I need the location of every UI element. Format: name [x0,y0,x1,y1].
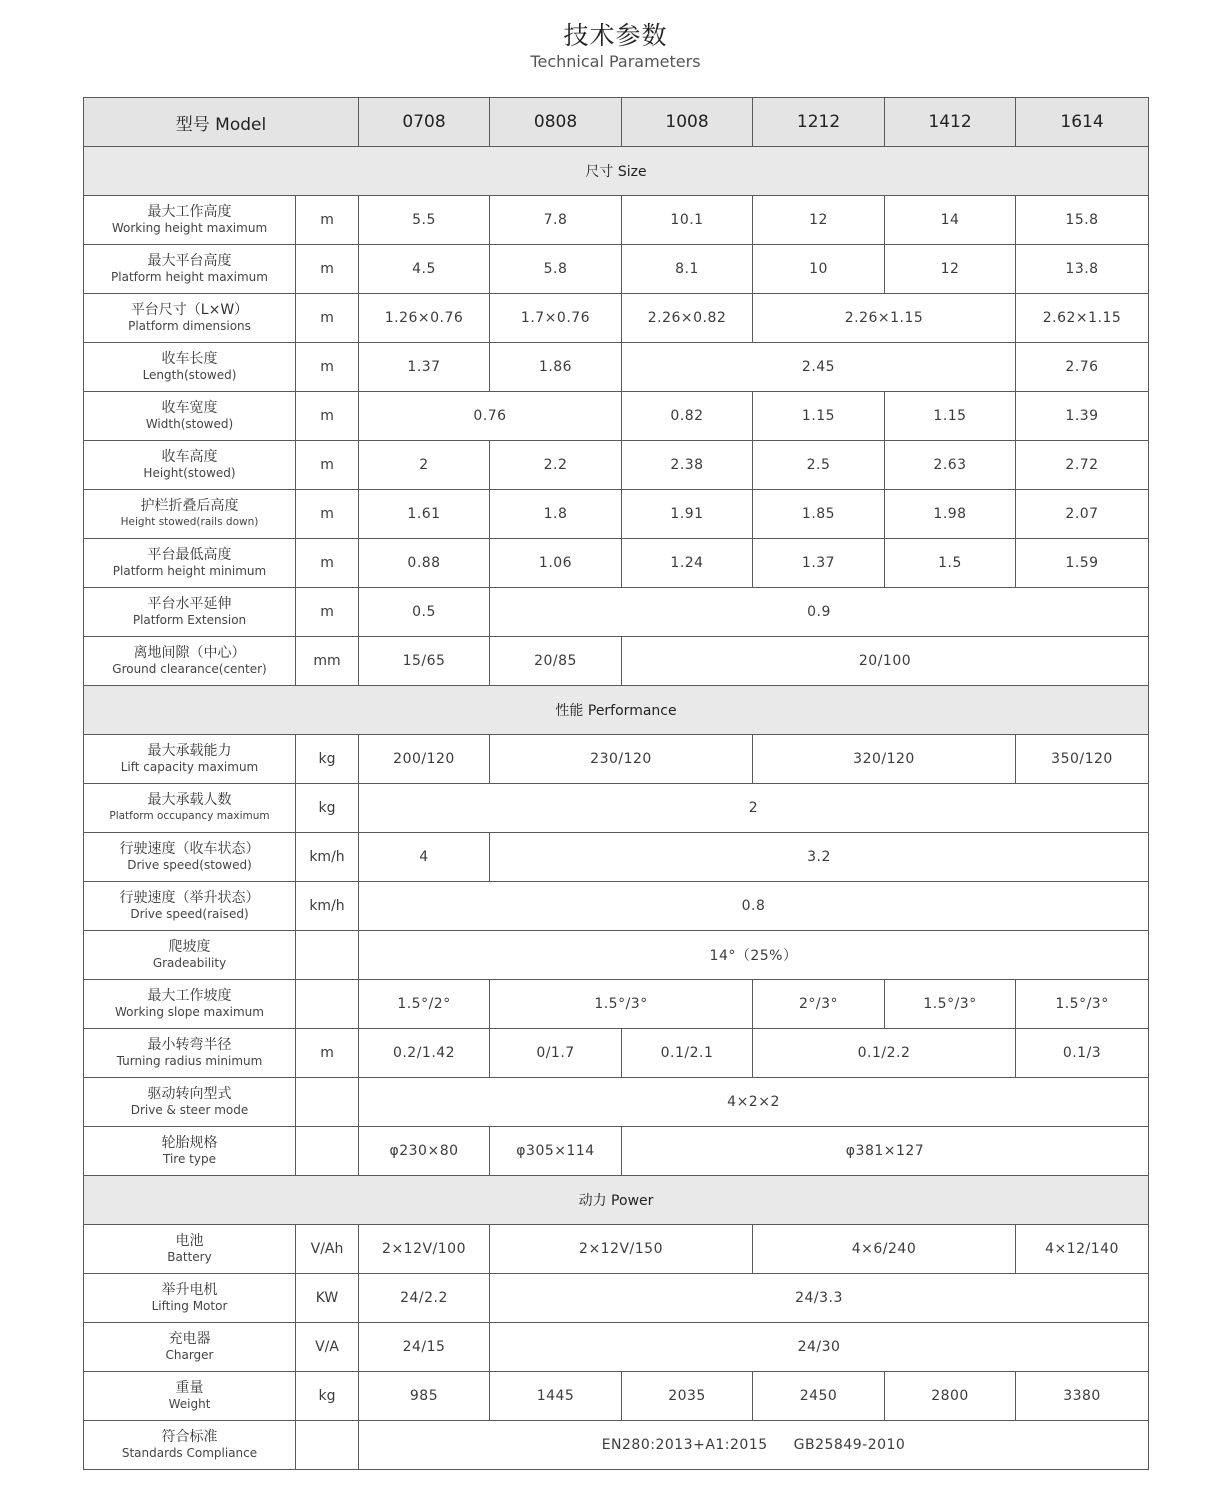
row-label [84,1127,296,1176]
value-cell: 2×12V/100 [359,1225,490,1274]
value-cell: 1.5°/3° [885,980,1016,1029]
value-cell: 2.26×1.15 [753,294,1016,343]
value-cell: 0.2/1.42 [359,1029,490,1078]
value-cell: 2 [359,441,490,490]
row-label [84,588,296,637]
row-label-en: Working height maximum [111,221,268,235]
row-label-en: Platform height maximum [111,270,268,284]
value-cell: 4×12/140 [1016,1225,1149,1274]
row-label [84,784,296,833]
value-cell: 0.1/2.1 [622,1029,753,1078]
row-label [84,980,296,1029]
row-label-cn: 重量 [175,1380,204,1396]
value-cell: 0.1/3 [1016,1029,1149,1078]
row-label-en: Turning radius minimum [116,1054,263,1068]
unit-cell: kg [296,784,359,833]
value-cell: 13.8 [1016,245,1149,294]
model-cell: 1614 [1016,98,1149,147]
row-label [84,931,296,980]
value-cell: 2450 [753,1372,885,1421]
row-label-cn: 电池 [175,1233,204,1249]
value-cell: 230/120 [490,735,753,784]
row-label-en: Platform Extension [132,613,247,627]
value-cell: φ381×127 [622,1127,1149,1176]
spec-row-platform-height [84,245,1149,294]
unit-cell: m [296,490,359,539]
row-label-cn: 平台水平延伸 [147,596,232,612]
standard-en280: EN280:2013+A1:2015 [601,1437,768,1453]
value-cell: 20/85 [490,637,622,686]
unit-cell: m [296,1029,359,1078]
model-cell: 0708 [359,98,490,147]
unit-cell: V/Ah [296,1225,359,1274]
spec-row-turning-radius [84,1029,1149,1078]
row-label-en: Lifting Motor [151,1299,228,1313]
value-cell: 8.1 [622,245,753,294]
value-cell: 1.98 [885,490,1016,539]
unit-cell: km/h [296,882,359,931]
spec-row-lift-capacity [84,735,1149,784]
value-cell: 5.8 [490,245,622,294]
spec-row-width-stowed [84,392,1149,441]
row-label-en: Weight [168,1397,211,1411]
value-cell: 320/120 [753,735,1016,784]
value-cell: 2.07 [1016,490,1149,539]
value-cell: 0.1/2.2 [753,1029,1016,1078]
value-cell: 10 [753,245,885,294]
row-label-cn: 最大工作坡度 [147,988,232,1004]
spec-row-standards [84,1421,1149,1470]
spec-table [83,97,1149,1470]
value-cell: 1.59 [1016,539,1149,588]
value-cell: 2 [359,784,1149,833]
value-cell: 1.06 [490,539,622,588]
value-cell: 24/3.3 [490,1274,1149,1323]
unit-cell: m [296,588,359,637]
row-label [84,833,296,882]
row-label-en: Drive speed(raised) [130,907,249,921]
value-cell: φ305×114 [490,1127,622,1176]
section-title: 尺寸 Size [84,147,1149,196]
value-cell: 4.5 [359,245,490,294]
spec-row-working-slope [84,980,1149,1029]
row-label-en: Ground clearance(center) [112,662,267,676]
value-cell: 2×12V/150 [490,1225,753,1274]
section-size [84,147,1149,196]
row-label [84,245,296,294]
unit-cell: m [296,343,359,392]
spec-row-tire [84,1127,1149,1176]
unit-cell [296,1078,359,1127]
spec-row-occupancy [84,784,1149,833]
row-label-en: Length(stowed) [142,368,237,382]
value-cell: 15.8 [1016,196,1149,245]
spec-row-platform-dimensions [84,294,1149,343]
unit-cell [296,1421,359,1470]
row-label [84,196,296,245]
spec-row-working-height [84,196,1149,245]
row-label [84,392,296,441]
value-cell: 2.45 [622,343,1016,392]
row-label-cn: 最大平台高度 [147,253,232,269]
value-cell: 1.5°/2° [359,980,490,1029]
row-label-cn: 收车宽度 [161,400,218,416]
row-label-en: Platform dimensions [128,319,251,333]
spec-row-weight [84,1372,1149,1421]
value-cell: 1.8 [490,490,622,539]
row-label-cn: 护栏折叠后高度 [140,498,239,514]
value-cell: 14 [885,196,1016,245]
section-title: 动力 Power [84,1176,1149,1225]
value-cell: 985 [359,1372,490,1421]
spec-row-battery [84,1225,1149,1274]
value-cell: 1.15 [753,392,885,441]
unit-cell: m [296,196,359,245]
value-cell: 2.62×1.15 [1016,294,1149,343]
unit-cell: m [296,441,359,490]
value-cell: 24/15 [359,1323,490,1372]
row-label-en: Working slope maximum [115,1005,264,1019]
row-label [84,1323,296,1372]
row-label [84,1225,296,1274]
section-performance [84,686,1149,735]
row-label [84,1078,296,1127]
value-cell: 1.5°/3° [1016,980,1149,1029]
row-label [84,539,296,588]
unit-cell: m [296,294,359,343]
value-cell: 2.5 [753,441,885,490]
row-label-en: Height(stowed) [143,466,236,480]
row-label-cn: 最小转弯半径 [147,1037,232,1053]
row-label [84,294,296,343]
page-subtitle: Technical Parameters [530,52,701,71]
spec-row-charger [84,1323,1149,1372]
spec-row-platform-extension [84,588,1149,637]
value-cell: 2.38 [622,441,753,490]
value-cell: 1.86 [490,343,622,392]
value-cell: 1445 [490,1372,622,1421]
spec-row-height-stowed [84,441,1149,490]
row-label-en: Gradeability [152,956,227,970]
value-cell: 0.88 [359,539,490,588]
value-cell: 7.8 [490,196,622,245]
value-cell: 1.61 [359,490,490,539]
value-cell: 0.76 [359,392,622,441]
value-cell: 2035 [622,1372,753,1421]
row-label [84,1421,296,1470]
row-label-en: Lift capacity maximum [120,760,259,774]
value-cell: 15/65 [359,637,490,686]
row-label-cn: 最大承载能力 [147,743,232,759]
row-label-cn: 离地间隙（中心） [133,645,246,661]
value-cell: 12 [753,196,885,245]
value-cell: 350/120 [1016,735,1149,784]
row-label [84,1372,296,1421]
value-cell: 24/2.2 [359,1274,490,1323]
value-cell: 200/120 [359,735,490,784]
value-cell: 20/100 [622,637,1149,686]
row-label-cn: 行驶速度（举升状态） [119,890,260,906]
unit-cell [296,931,359,980]
row-label-cn: 收车长度 [161,351,218,367]
spec-row-lifting-motor [84,1274,1149,1323]
model-cell: 1412 [885,98,1016,147]
value-cell: 3380 [1016,1372,1149,1421]
model-header-row [84,98,1149,147]
page-title: 技术参数 [563,21,668,50]
row-label-en: Tire type [163,1152,216,1166]
row-label-en: Drive speed(stowed) [127,858,252,872]
value-cell: 24/30 [490,1323,1149,1372]
value-cell: 5.5 [359,196,490,245]
value-cell: 1.15 [885,392,1016,441]
value-cell: 2.72 [1016,441,1149,490]
row-label-cn: 平台尺寸（L×W） [130,302,249,318]
row-label-en: Height stowed(rails down) [120,516,259,528]
standard-gb25849: GB25849-2010 [793,1437,906,1453]
row-label-cn: 符合标准 [161,1429,218,1445]
value-cell: 4×2×2 [359,1078,1149,1127]
row-label-cn: 平台最低高度 [147,547,232,563]
row-label-cn: 最大工作高度 [147,204,232,220]
value-cell: 10.1 [622,196,753,245]
spec-row-height-rails-down [84,490,1149,539]
value-cell: 1.5 [885,539,1016,588]
value-cell: 0.5 [359,588,490,637]
row-label [84,441,296,490]
row-label-cn: 爬坡度 [168,939,211,955]
spec-row-ground-clearance [84,637,1149,686]
value-cell: 1.39 [1016,392,1149,441]
row-label-cn: 轮胎规格 [161,1135,218,1151]
row-label [84,490,296,539]
row-label-en: Battery [167,1250,212,1264]
spec-row-gradeability [84,931,1149,980]
unit-cell: m [296,539,359,588]
value-cell: 1.85 [753,490,885,539]
unit-cell [296,980,359,1029]
row-label-cn: 驱动转向型式 [147,1086,232,1102]
row-label-cn: 最大承载人数 [147,792,232,808]
row-label-en: Width(stowed) [145,417,234,431]
spec-row-length-stowed [84,343,1149,392]
value-cell: 1.7×0.76 [490,294,622,343]
row-label-en: Platform height minimum [112,564,267,578]
spec-row-drive-steer [84,1078,1149,1127]
row-label [84,1274,296,1323]
row-label [84,637,296,686]
row-label-cn: 充电器 [168,1331,211,1347]
value-cell: 2°/3° [753,980,885,1029]
spec-row-drive-speed-stowed [84,833,1149,882]
value-cell: 1.91 [622,490,753,539]
value-cell: φ230×80 [359,1127,490,1176]
row-label [84,882,296,931]
row-label-en: Drive & steer mode [130,1103,249,1117]
model-cell: 1212 [753,98,885,147]
value-cell: 4×6/240 [753,1225,1016,1274]
unit-cell: kg [296,1372,359,1421]
unit-cell: m [296,392,359,441]
value-cell: 1.5°/3° [490,980,753,1029]
unit-cell [296,1127,359,1176]
value-cell [359,1421,1149,1470]
model-cell: 1008 [622,98,753,147]
unit-cell: kg [296,735,359,784]
unit-cell: m [296,245,359,294]
row-label-en: Charger [165,1348,214,1362]
value-cell: 2.2 [490,441,622,490]
model-cell: 0808 [490,98,622,147]
value-cell: 0/1.7 [490,1029,622,1078]
unit-cell: V/A [296,1323,359,1372]
row-label-cn: 行驶速度（收车状态） [119,841,260,857]
value-cell: 4 [359,833,490,882]
value-cell: 1.37 [359,343,490,392]
spec-row-drive-speed-raised [84,882,1149,931]
unit-cell: mm [296,637,359,686]
value-cell: 1.24 [622,539,753,588]
value-cell: 2.26×0.82 [622,294,753,343]
row-label-cn: 举升电机 [161,1282,218,1298]
row-label-en: Standards Compliance [121,1446,258,1460]
value-cell: 0.9 [490,588,1149,637]
value-cell: 1.26×0.76 [359,294,490,343]
spec-row-platform-height-min [84,539,1149,588]
row-label [84,1029,296,1078]
unit-cell: KW [296,1274,359,1323]
value-cell: 0.8 [359,882,1149,931]
value-cell: 3.2 [490,833,1149,882]
value-cell: 0.82 [622,392,753,441]
value-cell: 12 [885,245,1016,294]
model-label: 型号 Model [84,98,359,147]
row-label [84,735,296,784]
value-cell: 1.37 [753,539,885,588]
unit-cell: km/h [296,833,359,882]
row-label-en: Platform occupancy maximum [109,810,270,822]
section-power [84,1176,1149,1225]
row-label-cn: 收车高度 [161,449,218,465]
value-cell: 2.63 [885,441,1016,490]
value-cell: 2.76 [1016,343,1149,392]
value-cell: 14°（25%） [359,931,1149,980]
value-cell: 2800 [885,1372,1016,1421]
row-label [84,343,296,392]
section-title: 性能 Performance [84,686,1149,735]
